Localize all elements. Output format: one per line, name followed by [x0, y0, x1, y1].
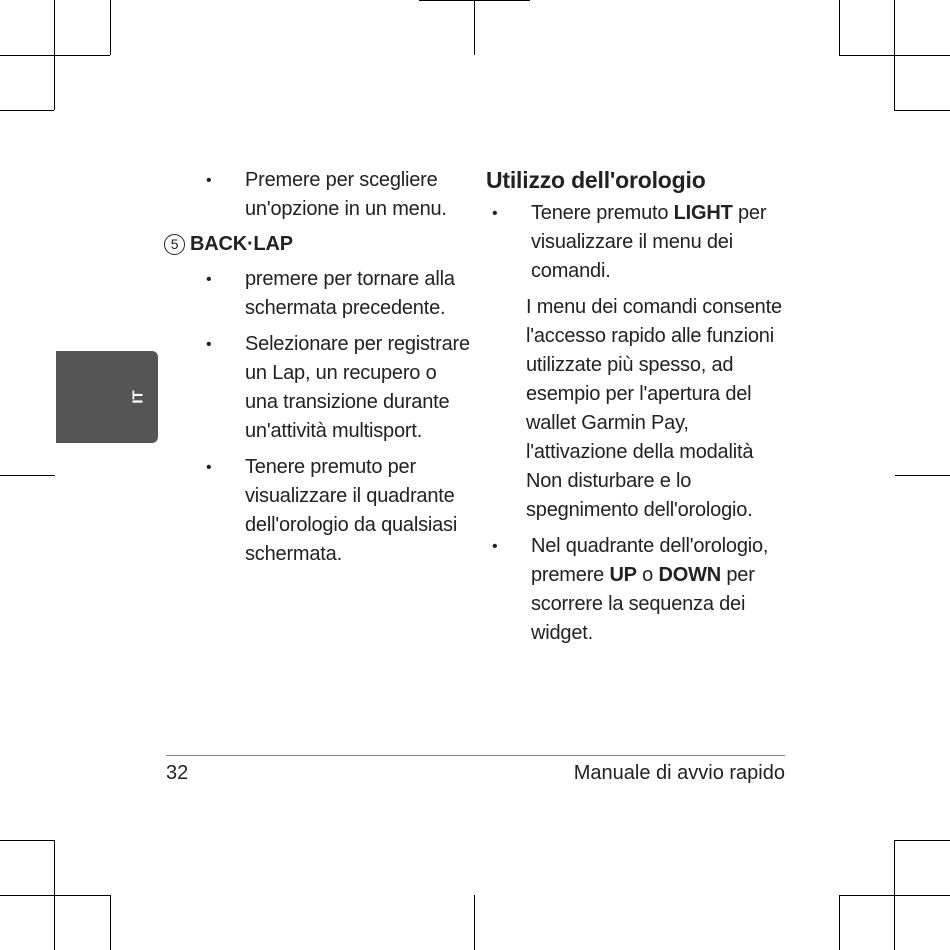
- section-title: Utilizzo dell'orologio: [486, 167, 706, 193]
- right-column: [486, 166, 791, 648]
- crop-mark: [0, 895, 110, 896]
- list-item: • Nel quadrante dell'orologio, premere UP o DOWN per scorrere la sequenza dei widget.: [486, 532, 791, 648]
- crop-mark: [54, 840, 55, 950]
- footer-title: Manuale di avvio rapido: [573, 762, 785, 784]
- crop-mark: [894, 110, 950, 111]
- list-item: • Tenere premuto per visualizzare il quadrante dell'orologio da qualsiasi schermata.: [200, 453, 470, 569]
- crop-mark: [839, 895, 840, 950]
- page-number: 32: [166, 762, 189, 784]
- list-item: • Selezionare per registrare un Lap, un recupero o una transizione durante un'attività multisport.: [200, 330, 470, 446]
- list-item: • premere per tornare alla schermata precedente.: [200, 265, 470, 323]
- list-item: • Premere per scegliere un'opzione in un menu.: [200, 166, 470, 224]
- crop-mark: [0, 840, 54, 841]
- key-name: LIGHT: [673, 202, 733, 224]
- crop-mark: [110, 0, 111, 55]
- crop-mark: [0, 110, 54, 111]
- footer-divider: [166, 755, 785, 756]
- section-number-badge: 5: [164, 234, 185, 255]
- crop-mark: [474, 0, 475, 55]
- crop-mark: [839, 0, 840, 55]
- crop-mark: [895, 475, 950, 476]
- section-heading: [164, 230, 470, 259]
- left-column: [170, 166, 470, 569]
- crop-mark: [419, 0, 530, 1]
- section-title: BACK·LAP: [190, 233, 293, 255]
- list-item: • Tenere premuto LIGHT per visualizzare il menu dei comandi.: [486, 199, 791, 286]
- crop-mark: [0, 55, 110, 56]
- language-tab-label: IT: [129, 390, 147, 404]
- key-name: DOWN: [658, 564, 721, 586]
- crop-mark: [0, 475, 55, 476]
- crop-mark: [839, 55, 950, 56]
- paragraph: I menu dei comandi consente l'accesso rapido alle funzioni utilizzate più spesso, ad esempio per l'apertura del wallet Garmin Pay, l'attivazione della modalità Non disturbare e lo spegnimento dell'orologio.: [526, 296, 782, 521]
- key-name: UP: [609, 564, 637, 586]
- crop-mark: [894, 840, 895, 950]
- crop-mark: [894, 840, 950, 841]
- crop-mark: [474, 895, 475, 950]
- crop-mark: [110, 895, 111, 950]
